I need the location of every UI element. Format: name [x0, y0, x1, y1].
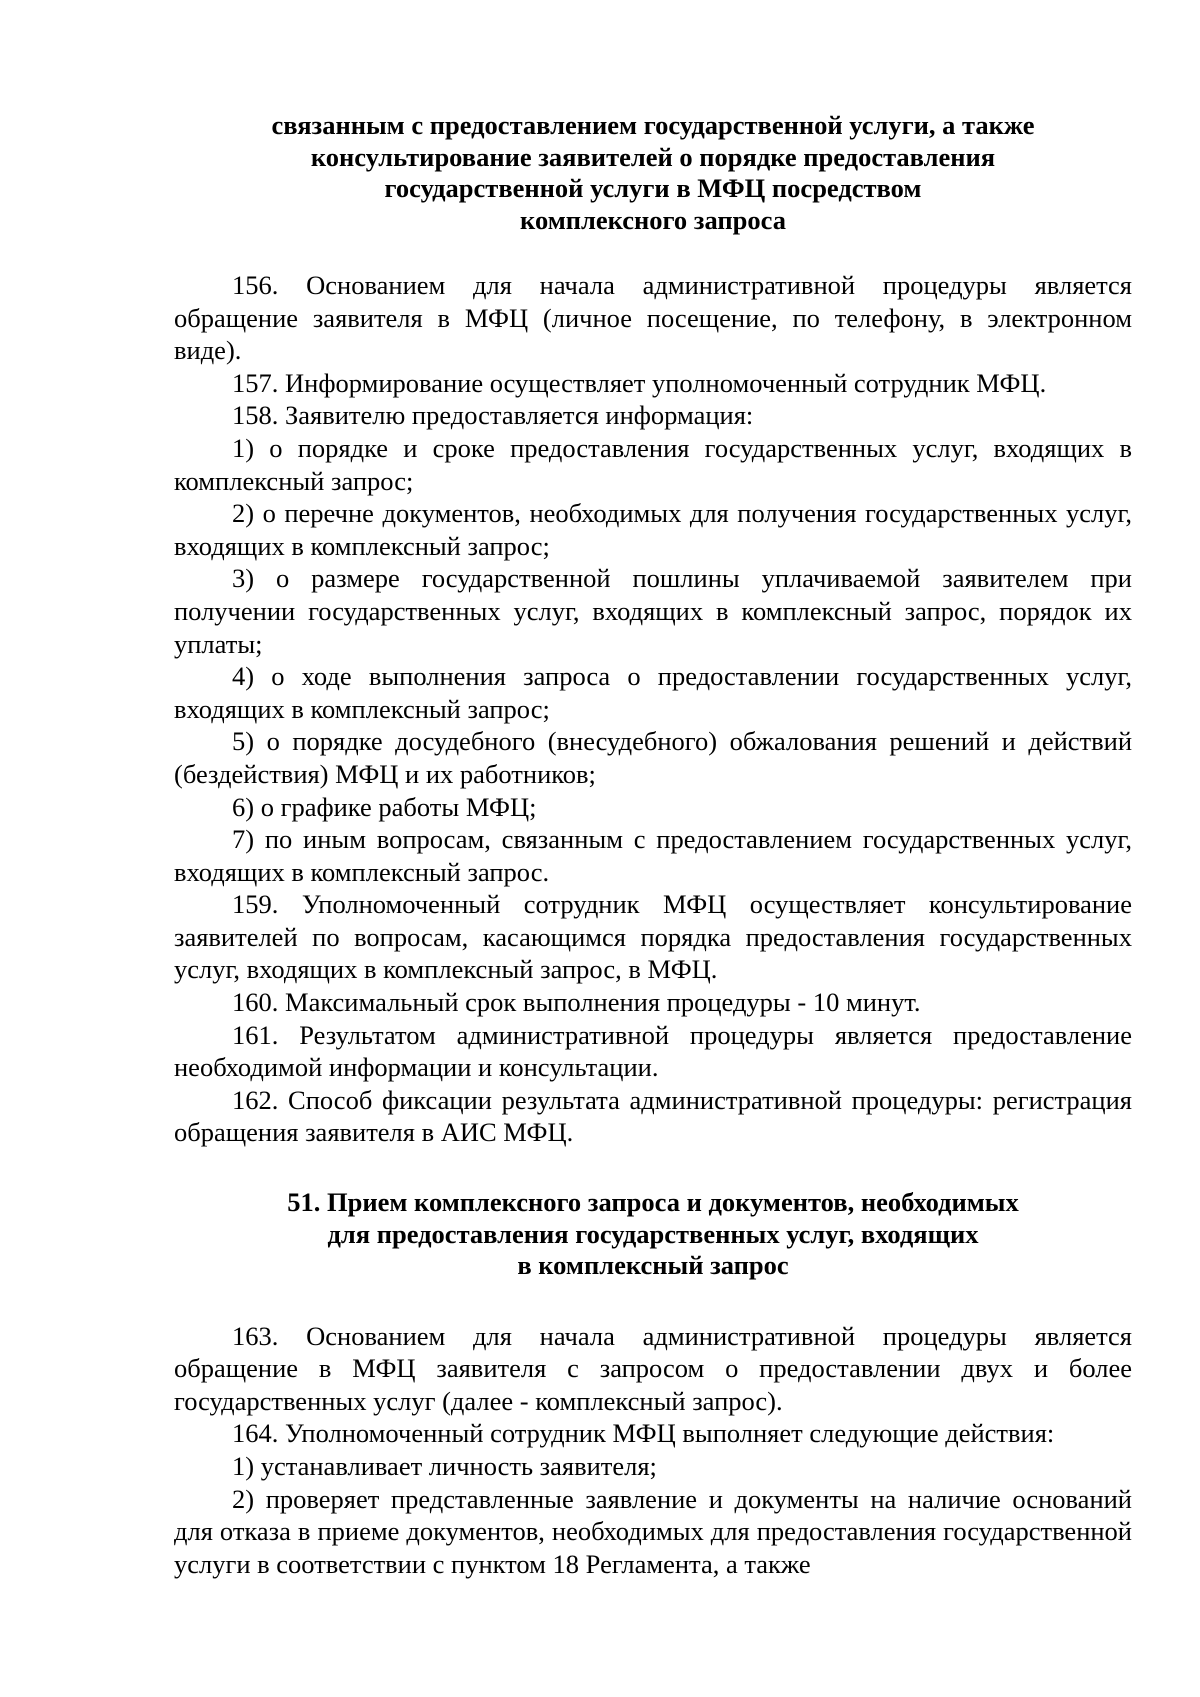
- section-heading-consultation: [174, 110, 1132, 236]
- paragraph-159: 159. Уполномоченный сотрудник МФЦ осуществляет консультирование заявителей по вопросам, касающимся порядка предоставления государственных услуг, входящих в комплексный запрос, в МФЦ.: [174, 889, 1132, 985]
- list-item-4: 4) о ходе выполнения запроса о предоставлении государственных услуг, входящих в комплексный запрос;: [174, 661, 1132, 724]
- list-item-7: 7) по иным вопросам, связанным с предоставлением государственных услуг, входящих в комплексный запрос.: [174, 824, 1132, 887]
- section-heading-51: [174, 1187, 1132, 1282]
- list-item-3: 3) о размере государственной пошлины уплачиваемой заявителем при получении государственных услуг, входящих в комплексный запрос, порядок их уплаты;: [174, 563, 1132, 659]
- list-item-2: 2) проверяет представленные заявление и документы на наличие оснований для отказа в приеме документов, необходимых для предоставления государственной услуги в соответствии с пунктом 18 Регламента, а также: [174, 1483, 1132, 1579]
- heading-line: 51. Прием комплексного запроса и документов, необходимых: [287, 1187, 1019, 1218]
- section-body-consultation: [174, 269, 1132, 1149]
- list-item-6: 6) о графике работы МФЦ;: [232, 791, 537, 822]
- paragraph-160: 160. Максимальный срок выполнения процедуры - 10 минут.: [232, 987, 921, 1018]
- heading-line: консультирование заявителей о порядке предоставления: [310, 141, 996, 172]
- paragraph-162: 162. Способ фиксации результата административной процедуры: регистрация обращения заявителя в АИС МФЦ.: [174, 1084, 1132, 1148]
- list-item-2: 2) о перечне документов, необходимых для получения государственных услуг, входящих в комплексный запрос;: [174, 498, 1132, 561]
- document-page: [174, 110, 1132, 1580]
- heading-line: государственной услуги в МФЦ посредством: [384, 173, 922, 203]
- list-item-5: 5) о порядке досудебного (внесудебного) обжалования решений и действий (бездействия) МФЦ и их работников;: [174, 726, 1132, 789]
- list-item-1: 1) устанавливает личность заявителя;: [232, 1450, 657, 1481]
- heading-line: комплексного запроса: [520, 204, 786, 235]
- paragraph-161: 161. Результатом административной процедуры является предоставление необходимой информации и консультации.: [174, 1019, 1132, 1083]
- section-body-51: [174, 1320, 1132, 1581]
- list-item-1: 1) о порядке и сроке предоставления государственных услуг, входящих в комплексный запрос;: [174, 432, 1132, 496]
- paragraph-158: 158. Заявителю предоставляется информация:: [232, 400, 754, 431]
- paragraph-156: 156. Основанием для начала административной процедуры является обращение заявителя в МФЦ (личное посещение, по телефону, в электронном виде).: [174, 270, 1132, 366]
- paragraph-164: 164. Уполномоченный сотрудник МФЦ выполняет следующие действия:: [232, 1418, 1055, 1449]
- heading-line: в комплексный запрос: [517, 1250, 789, 1281]
- heading-line: для предоставления государственных услуг, входящих: [327, 1218, 979, 1249]
- heading-line: связанным с предоставлением государственной услуги, а также: [271, 110, 1035, 140]
- paragraph-163: 163. Основанием для начала административной процедуры является обращение в МФЦ заявителя с запросом о предоставлении двух и более государственных услуг (далее - комплексный запрос).: [174, 1320, 1132, 1416]
- paragraph-157: 157. Информирование осуществляет уполномоченный сотрудник МФЦ.: [232, 367, 1047, 398]
